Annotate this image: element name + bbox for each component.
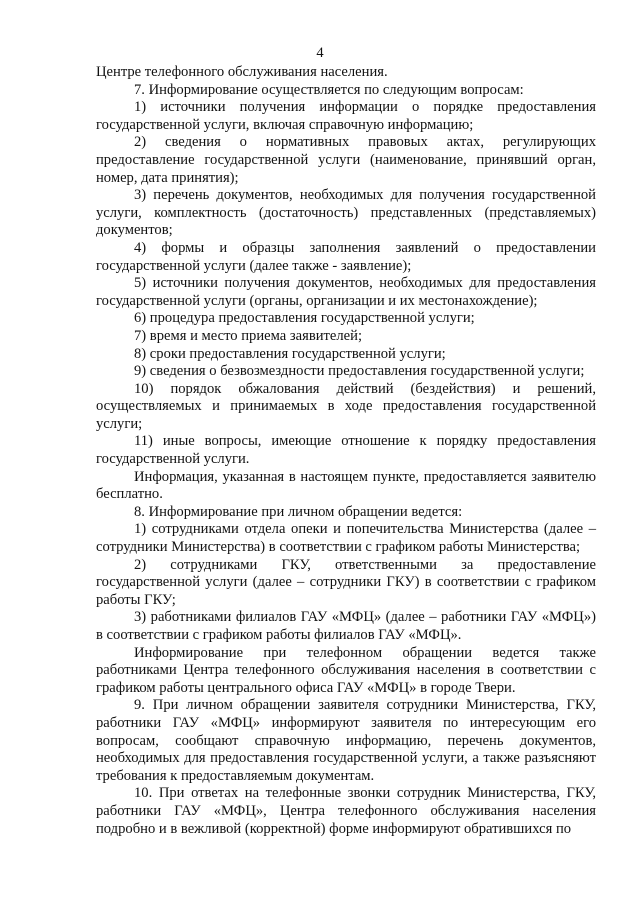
paragraph: 7. Информирование осуществляется по следующим вопросам: [134,81,524,98]
paragraph: 10. При ответах на телефонные звонки сотрудник Министерства, ГКУ, работники ГАУ «МФЦ», Центра телефонного обслуживания населения подробно и в вежливой (корректной) форме информируют обратившихся по [96,785,596,837]
paragraph: Информация, указанная в настоящем пункте, предоставляется заявителю бесплатно. [96,468,596,503]
paragraph: 6) процедура предоставления государственной услуги; [134,310,475,327]
paragraph: 10) порядок обжалования действий (бездействия) и решений, осуществляемых и принимаемых в ходе предоставления государственной услуги; [96,380,596,432]
paragraph: 9. При личном обращении заявителя сотрудники Министерства, ГКУ, работники ГАУ «МФЦ» информируют заявителя по интересующим его вопросам, сообщают справочную информацию, перечень документов, необходимых для предоставления государственной услуги, а также разъясняют требования к предоставляемым документам. [96,697,596,784]
page-number: 4 [316,45,324,61]
paragraph: 1) источники получения информации о порядке предоставления государственной услуги, включая справочную информацию; [96,99,596,133]
paragraph: 9) сведения о безвозмездности предоставления государственной услуги; [134,363,585,380]
paragraph: Центре телефонного обслуживания населения. [96,64,388,80]
paragraph: 4) формы и образцы заполнения заявлений о предоставлении государственной услуги (далее также - заявление); [96,239,596,274]
paragraph: 1) сотрудниками отдела опеки и попечительства Министерства (далее – сотрудники Министерства) в соответствии с графиком работы Министерства; [96,521,596,556]
paragraph: 3) перечень документов, необходимых для получения государственной услуги, комплектность (достаточность) представленных (представляемых) документов; [96,187,596,239]
paragraph: 2) сотрудниками ГКУ, ответственными за предоставление государственной услуги (далее – сотрудники ГКУ) в соответствии с графиком работы ГКУ; [96,556,596,608]
paragraph: 8) сроки предоставления государственной услуги; [134,345,446,362]
paragraph: 5) источники получения документов, необходимых для предоставления государственной услуги (органы, организации и их местонахождение); [96,275,596,309]
paragraph: 3) работниками филиалов ГАУ «МФЦ» (далее – работники ГАУ «МФЦ») в соответствии с графиком работы филиалов ГАУ «МФЦ». [96,609,596,643]
document-body [96,64,596,838]
paragraph: 11) иные вопросы, имеющие отношение к порядку предоставления государственной услуги. [96,433,596,468]
paragraph: 8. Информирование при личном обращении ведется: [134,503,463,520]
paragraph: 7) время и место приема заявителей; [134,327,362,344]
paragraph: Информирование при телефонном обращении ведется также работниками Центра телефонного обслуживания населения в соответствии с графиком работы центрального офиса ГАУ «МФЦ» в городе Твери. [96,644,596,696]
paragraph: 2) сведения о нормативных правовых актах, регулирующих предоставление государственной услуги (наименование, принявший орган, номер, дата принятия); [96,134,596,186]
